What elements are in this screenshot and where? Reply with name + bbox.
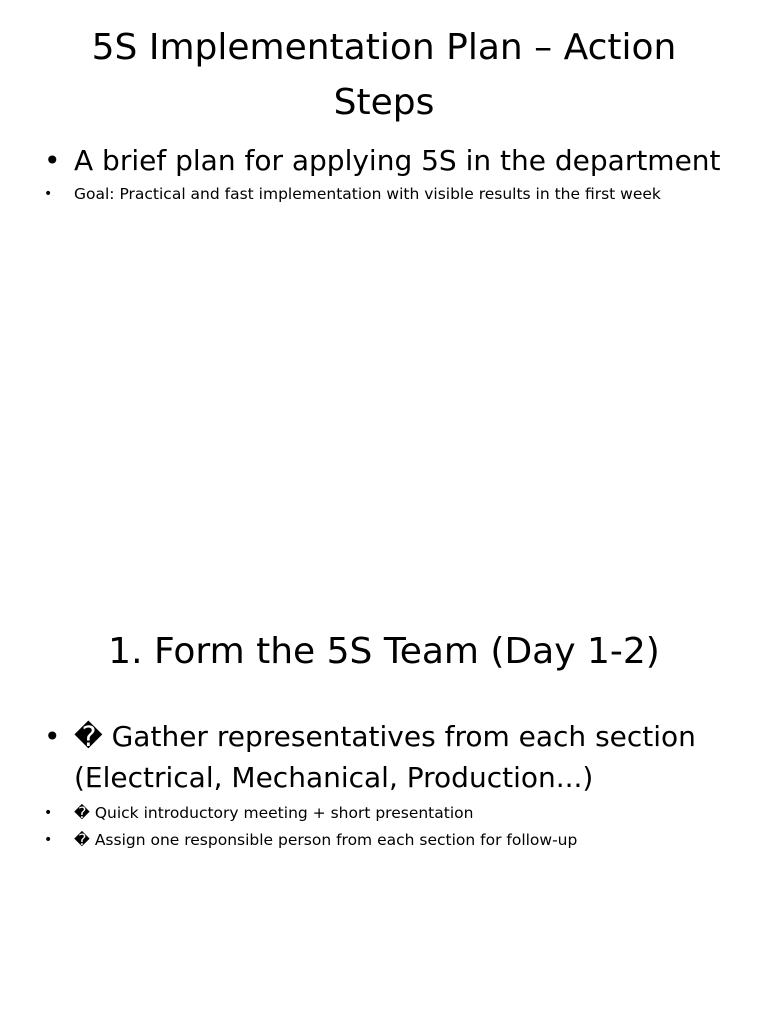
slide-title: 5S Implementation Plan – Action Steps bbox=[91, 27, 677, 123]
bullet-list bbox=[40, 140, 728, 208]
bullet-item bbox=[40, 827, 728, 854]
bullet-marker: • bbox=[44, 805, 53, 821]
bullet-text: A brief plan for applying 5S in the department bbox=[74, 144, 721, 177]
bullet-text: � Quick introductory meeting + short presentation bbox=[74, 804, 474, 822]
bullet-marker: • bbox=[44, 186, 53, 202]
bullet-text: � Gather representatives from each section (Electrical, Mechanical, Production...) bbox=[74, 720, 696, 794]
slide-title: 1. Form the 5S Team (Day 1-2) bbox=[108, 631, 660, 672]
bullet-marker: • bbox=[44, 144, 61, 177]
bullet-item bbox=[40, 140, 728, 181]
bullet-marker: • bbox=[44, 832, 53, 848]
bullet-text: � Assign one responsible person from each section for follow-up bbox=[74, 831, 578, 849]
bullet-item bbox=[40, 716, 728, 798]
bullet-item bbox=[40, 181, 728, 208]
bullet-text: Goal: Practical and fast implementation with visible results in the first week bbox=[74, 185, 661, 203]
bullet-marker: • bbox=[44, 720, 61, 753]
slide-2 bbox=[0, 512, 768, 1024]
bullet-list bbox=[40, 716, 728, 854]
bullet-item bbox=[40, 800, 728, 827]
